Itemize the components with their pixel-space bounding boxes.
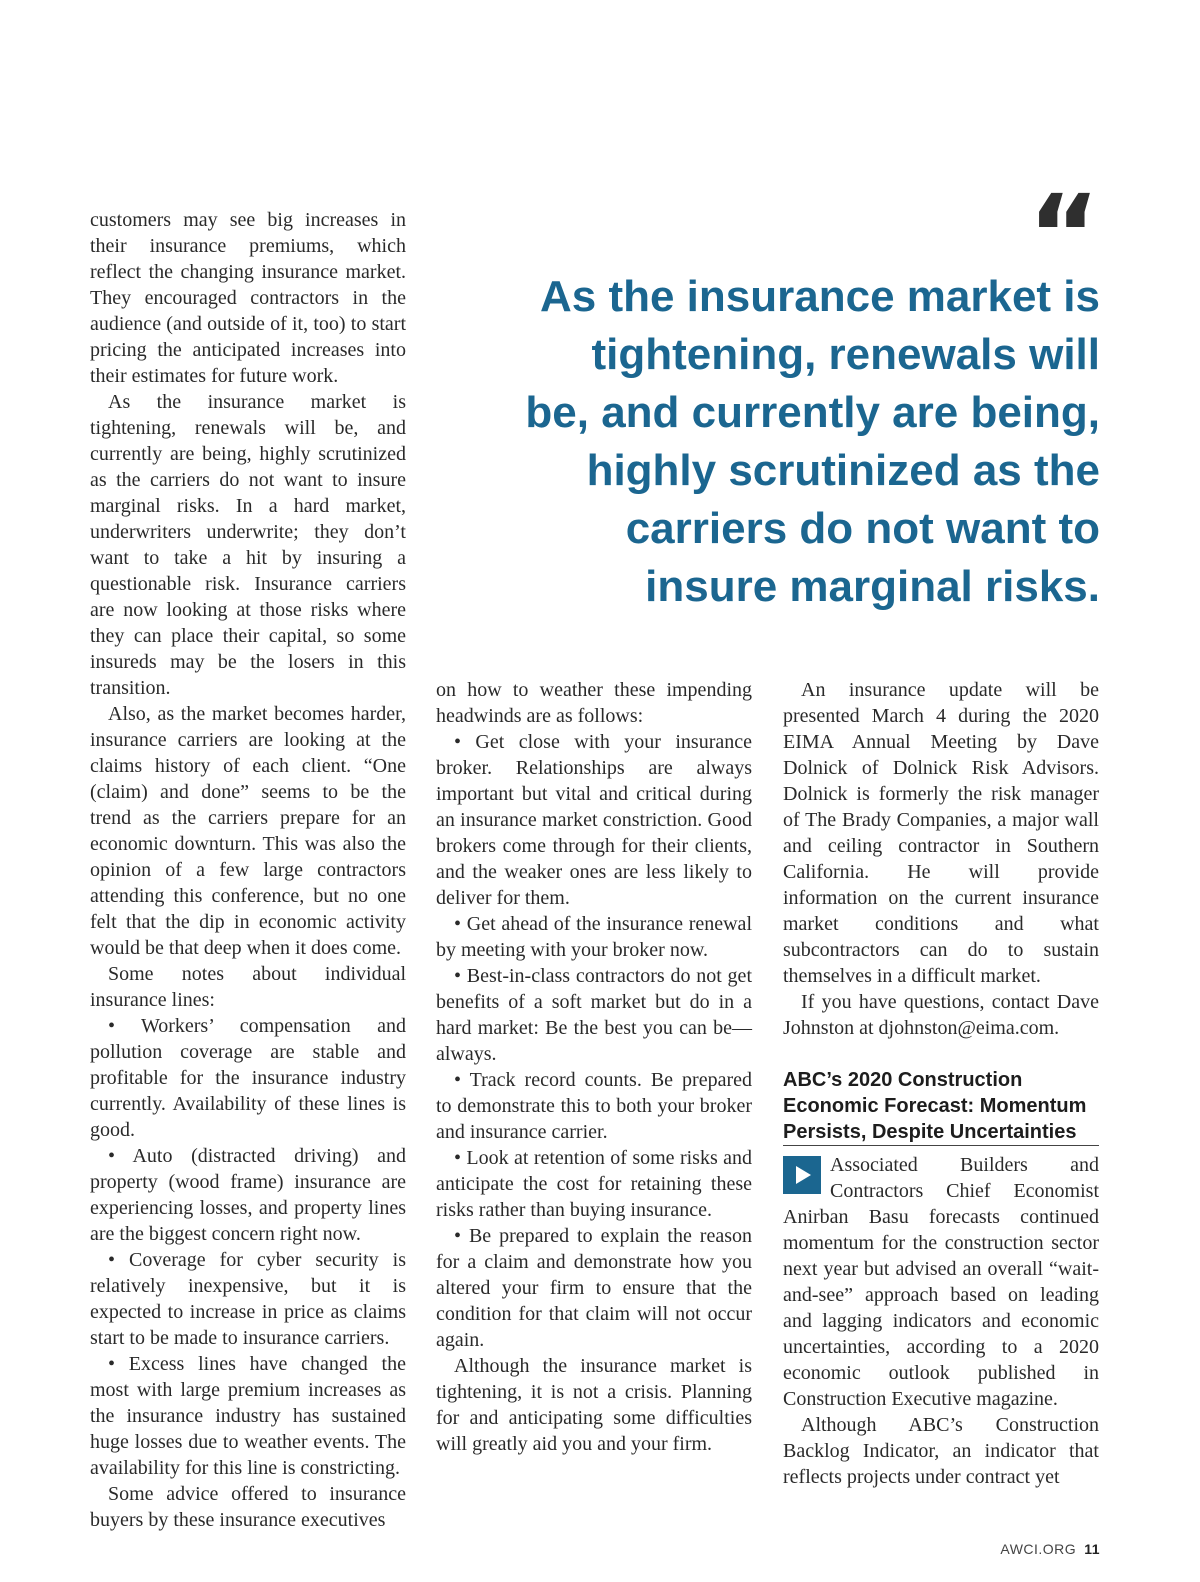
bullet-item: • Workers’ compensation and pollution coverage are stable and profitable for the insurance industry currently. Availability of these lines is good. [90, 1015, 406, 1141]
bullet-item: • Look at retention of some risks and anticipate the cost for retaining these risks rather than buying insurance. [436, 1147, 752, 1221]
paragraph: If you have questions, contact Dave Johnston at djohnston@eima.com. [783, 991, 1099, 1039]
article-column-2 [436, 677, 752, 1457]
paragraph [783, 1152, 1099, 1412]
paragraph: Also, as the market becomes harder, insurance carriers are looking at the claims history of each client. “One (claim) and done” seems to be the trend as the carriers prepare for an economic downturn. This was also the opinion of a few large contractors attending this conference, but no one felt that the dip in economic activity would be that deep when it does come. [90, 703, 406, 959]
bullet-item: • Coverage for cyber security is relatively inexpensive, but it is expected to increase in price as claims start to be made to insurance carriers. [90, 1249, 406, 1349]
site-name: AWCI.ORG [1000, 1541, 1077, 1557]
section-heading: ABC’s 2020 Construction Economic Forecast: Momentum Persists, Despite Uncertainties [783, 1067, 1099, 1146]
paragraph: As the insurance market is tightening, renewals will be, and currently are being, highly scrutinized as the carriers do not want to insure marginal risks. In a hard market, underwriters underwrite; they don’t want to take a hit by insuring a questionable risk. Insurance carriers are now looking at those risks where they can place their capital, so some insureds may be the losers in this transition. [90, 391, 406, 699]
bullet-item: • Excess lines have changed the most with large premium increases as the insurance industry has sustained huge losses due to weather events. The availability for this line is constricting. [90, 1353, 406, 1479]
article-column-1 [90, 207, 406, 1533]
bullet-item: • Be prepared to explain the reason for a claim and demonstrate how you altered your firm to ensure that the condition for that claim will not occur again. [436, 1225, 752, 1351]
play-arrow-icon [783, 1156, 821, 1194]
paragraph: on how to weather these impending headwinds are as follows: [436, 679, 752, 727]
paragraph-text: Associated Builders and Contractors Chief Economist Anirban Basu forecasts continued momentum for the construction sector next year but advised an overall “wait-and-see” approach based on leading and lagging indicators and economic uncertainties, according to a 2020 economic outlook published in Construction Executive magazine. [783, 1154, 1099, 1410]
bullet-item: • Get close with your insurance broker. Relationships are always important but vital and critical during an insurance market constriction. Good brokers come through for their clients, and the weaker ones are less likely to deliver for them. [436, 731, 752, 909]
paragraph: Some advice offered to insurance buyers by these insurance executives [90, 1483, 406, 1531]
bullet-item: • Auto (distracted driving) and property (wood frame) insurance are experiencing losses, and property lines are the biggest concern right now. [90, 1145, 406, 1245]
article-column-3 [783, 677, 1099, 1490]
paragraph: An insurance update will be presented March 4 during the 2020 EIMA Annual Meeting by Dave Dolnick of Dolnick Risk Advisors. Dolnick is formerly the risk manager of The Brady Companies, a major wall and ceiling contractor in Southern California. He will provide information on the current insurance market conditions and what subcontractors can do to sustain themselves in a difficult market. [783, 679, 1099, 987]
pull-quote [520, 190, 1100, 616]
bullet-item: • Get ahead of the insurance renewal by meeting with your broker now. [436, 913, 752, 961]
page-number: 11 [1084, 1541, 1100, 1557]
bullet-item: • Best-in-class contractors do not get benefits of a soft market but do in a hard market: Be the best you can be—always. [436, 965, 752, 1065]
paragraph: Some notes about individual insurance lines: [90, 963, 406, 1011]
pull-quote-text: As the insurance market is tightening, renewals will be, and currently are being, highly scrutinized as the carriers do not want to insure marginal risks. [525, 272, 1100, 611]
paragraph: Although the insurance market is tightening, it is not a crisis. Planning for and anticipating some difficulties will greatly aid you and your firm. [436, 1355, 752, 1455]
paragraph: Although ABC’s Construction Backlog Indicator, an indicator that reflects projects under contract yet [783, 1414, 1099, 1488]
paragraph: customers may see big increases in their insurance premiums, which reflect the changing insurance market. They encouraged contractors in the audience (and outside of it, too) to start pricing the anticipated increases into their estimates for future work. [90, 209, 406, 387]
page-footer [1000, 1541, 1100, 1557]
bullet-item: • Track record counts. Be prepared to demonstrate this to both your broker and insurance carrier. [436, 1069, 752, 1143]
quote-mark-icon: “ [1027, 190, 1100, 262]
